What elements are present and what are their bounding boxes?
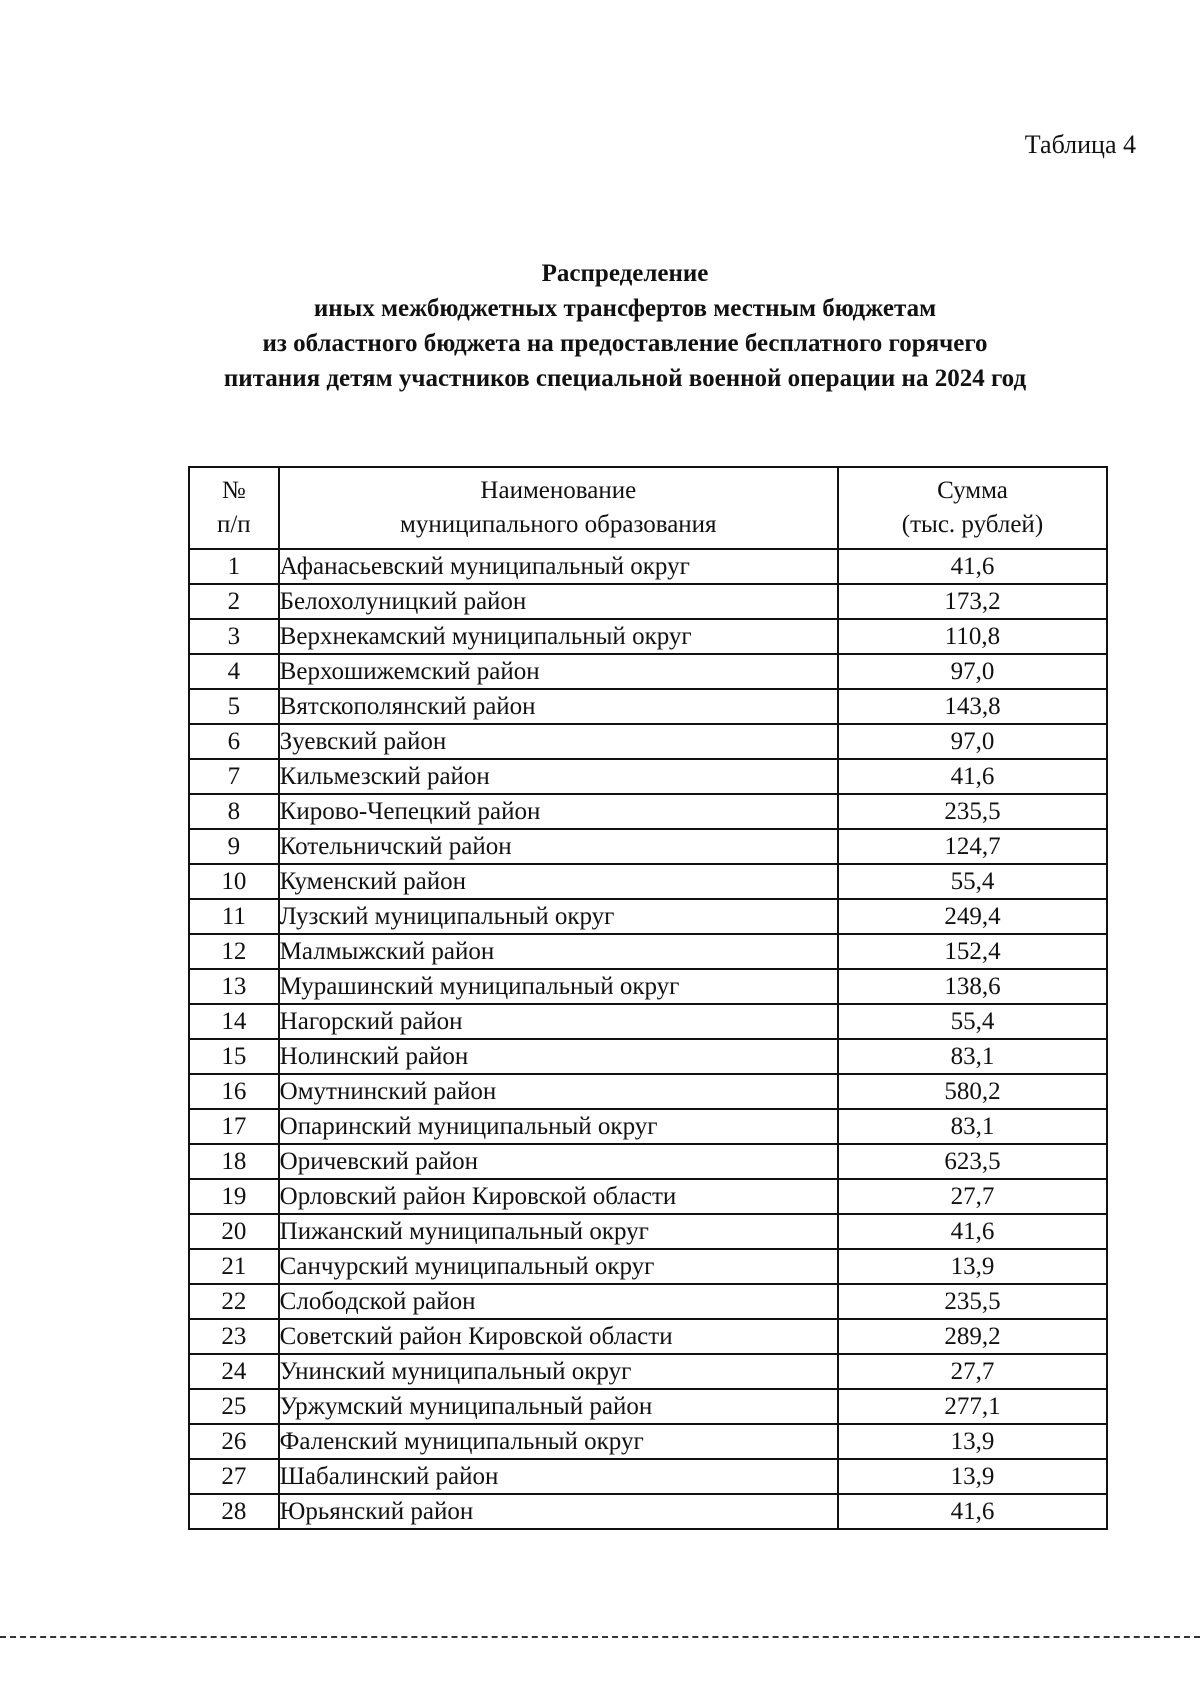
municipality-name: Вятскополянский район xyxy=(279,689,838,724)
amount: 41,6 xyxy=(838,549,1107,584)
row-number: 3 xyxy=(189,619,279,654)
distribution-table xyxy=(188,466,1108,1530)
municipality-name: Санчурский муниципальный округ xyxy=(279,1249,838,1284)
title-line: питания детям участников специальной военной операции на 2024 год xyxy=(223,365,1027,392)
header-sum-line1: Сумма xyxy=(937,477,1008,504)
header-number-line2: п/п xyxy=(216,511,251,538)
municipality-name: Малмыжский район xyxy=(279,934,838,969)
row-number: 20 xyxy=(189,1214,279,1249)
amount: 235,5 xyxy=(838,1284,1107,1319)
header-name-line2: муниципального образования xyxy=(400,511,717,538)
municipality-name: Белохолуницкий район xyxy=(279,584,838,619)
municipality-name: Куменский район xyxy=(279,864,838,899)
header-row xyxy=(189,467,1107,549)
row-number: 5 xyxy=(189,689,279,724)
table-row xyxy=(189,619,1107,654)
title-line: иных межбюджетных трансфертов местным бюджетам xyxy=(313,295,937,322)
row-number: 24 xyxy=(189,1354,279,1389)
municipality-name: Юрьянский район xyxy=(279,1494,838,1529)
table-row xyxy=(189,1214,1107,1249)
table-body xyxy=(189,549,1107,1529)
table-row xyxy=(189,1004,1107,1039)
header-name xyxy=(279,467,838,549)
row-number: 27 xyxy=(189,1459,279,1494)
amount: 27,7 xyxy=(838,1179,1107,1214)
table-row xyxy=(189,1284,1107,1319)
amount: 83,1 xyxy=(838,1039,1107,1074)
document-title xyxy=(150,256,1100,396)
row-number: 4 xyxy=(189,654,279,689)
table-row xyxy=(189,1319,1107,1354)
title-line: из областного бюджета на предоставление бесплатного горячего xyxy=(262,330,988,357)
table-row xyxy=(189,794,1107,829)
municipality-name: Кильмезский район xyxy=(279,759,838,794)
municipality-name: Шабалинский район xyxy=(279,1459,838,1494)
table-header xyxy=(189,467,1107,549)
municipality-name: Унинский муниципальный округ xyxy=(279,1354,838,1389)
row-number: 2 xyxy=(189,584,279,619)
municipality-name: Нагорский район xyxy=(279,1004,838,1039)
amount: 13,9 xyxy=(838,1249,1107,1284)
header-number xyxy=(189,467,279,549)
header-number-line1: № xyxy=(221,477,246,504)
header-sum-line2: (тыс. рублей) xyxy=(901,511,1044,538)
table-row xyxy=(189,829,1107,864)
row-number: 22 xyxy=(189,1284,279,1319)
header-name-line1: Наименование xyxy=(480,477,637,504)
table-row xyxy=(189,1074,1107,1109)
row-number: 18 xyxy=(189,1144,279,1179)
amount: 97,0 xyxy=(838,724,1107,759)
header-sum xyxy=(838,467,1107,549)
table-row xyxy=(189,689,1107,724)
amount: 235,5 xyxy=(838,794,1107,829)
amount: 173,2 xyxy=(838,584,1107,619)
amount: 580,2 xyxy=(838,1074,1107,1109)
municipality-name: Кирово-Чепецкий район xyxy=(279,794,838,829)
amount: 55,4 xyxy=(838,864,1107,899)
row-number: 11 xyxy=(189,899,279,934)
table-row xyxy=(189,1459,1107,1494)
table-row xyxy=(189,1144,1107,1179)
row-number: 25 xyxy=(189,1389,279,1424)
municipality-name: Верхошижемский район xyxy=(279,654,838,689)
municipality-name: Афанасьевский муниципальный округ xyxy=(279,549,838,584)
row-number: 21 xyxy=(189,1249,279,1284)
table-row xyxy=(189,1389,1107,1424)
row-number: 12 xyxy=(189,934,279,969)
row-number: 16 xyxy=(189,1074,279,1109)
row-number: 17 xyxy=(189,1109,279,1144)
amount: 41,6 xyxy=(838,759,1107,794)
amount: 124,7 xyxy=(838,829,1107,864)
municipality-name: Верхнекамский муниципальный округ xyxy=(279,619,838,654)
table-row xyxy=(189,759,1107,794)
table-row xyxy=(189,1424,1107,1459)
municipality-name: Слободской район xyxy=(279,1284,838,1319)
table-row xyxy=(189,864,1107,899)
amount: 152,4 xyxy=(838,934,1107,969)
amount: 249,4 xyxy=(838,899,1107,934)
table-row xyxy=(189,1354,1107,1389)
table-row xyxy=(189,1179,1107,1214)
amount: 143,8 xyxy=(838,689,1107,724)
row-number: 8 xyxy=(189,794,279,829)
municipality-name: Уржумский муниципальный район xyxy=(279,1389,838,1424)
municipality-name: Зуевский район xyxy=(279,724,838,759)
row-number: 15 xyxy=(189,1039,279,1074)
municipality-name: Пижанский муниципальный округ xyxy=(279,1214,838,1249)
amount: 83,1 xyxy=(838,1109,1107,1144)
row-number: 10 xyxy=(189,864,279,899)
amount: 289,2 xyxy=(838,1319,1107,1354)
table-row xyxy=(189,1249,1107,1284)
municipality-name: Орловский район Кировской области xyxy=(279,1179,838,1214)
table-row xyxy=(189,1494,1107,1529)
municipality-name: Котельничский район xyxy=(279,829,838,864)
title-line: Распределение xyxy=(541,260,709,287)
row-number: 1 xyxy=(189,549,279,584)
amount: 41,6 xyxy=(838,1494,1107,1529)
municipality-name: Фаленский муниципальный округ xyxy=(279,1424,838,1459)
municipality-name: Советский район Кировской области xyxy=(279,1319,838,1354)
row-number: 28 xyxy=(189,1494,279,1529)
row-number: 26 xyxy=(189,1424,279,1459)
amount: 97,0 xyxy=(838,654,1107,689)
table-number-label: Таблица 4 xyxy=(1024,130,1136,159)
table-row xyxy=(189,1109,1107,1144)
amount: 13,9 xyxy=(838,1459,1107,1494)
amount: 27,7 xyxy=(838,1354,1107,1389)
row-number: 19 xyxy=(189,1179,279,1214)
amount: 110,8 xyxy=(838,619,1107,654)
municipality-name: Мурашинский муниципальный округ xyxy=(279,969,838,1004)
row-number: 14 xyxy=(189,1004,279,1039)
table-row xyxy=(189,1039,1107,1074)
table-row xyxy=(189,584,1107,619)
row-number: 23 xyxy=(189,1319,279,1354)
municipality-name: Оричевский район xyxy=(279,1144,838,1179)
municipality-name: Нолинский район xyxy=(279,1039,838,1074)
amount: 55,4 xyxy=(838,1004,1107,1039)
row-number: 13 xyxy=(189,969,279,1004)
page-divider xyxy=(0,1636,1200,1638)
amount: 13,9 xyxy=(838,1424,1107,1459)
table-row xyxy=(189,899,1107,934)
municipality-name: Омутнинский район xyxy=(279,1074,838,1109)
table-row xyxy=(189,549,1107,584)
row-number: 7 xyxy=(189,759,279,794)
row-number: 6 xyxy=(189,724,279,759)
row-number: 9 xyxy=(189,829,279,864)
table-row xyxy=(189,934,1107,969)
table-row xyxy=(189,969,1107,1004)
municipality-name: Опаринский муниципальный округ xyxy=(279,1109,838,1144)
table-row xyxy=(189,724,1107,759)
amount: 277,1 xyxy=(838,1389,1107,1424)
table-row xyxy=(189,654,1107,689)
municipality-name: Лузский муниципальный округ xyxy=(279,899,838,934)
amount: 623,5 xyxy=(838,1144,1107,1179)
amount: 138,6 xyxy=(838,969,1107,1004)
amount: 41,6 xyxy=(838,1214,1107,1249)
